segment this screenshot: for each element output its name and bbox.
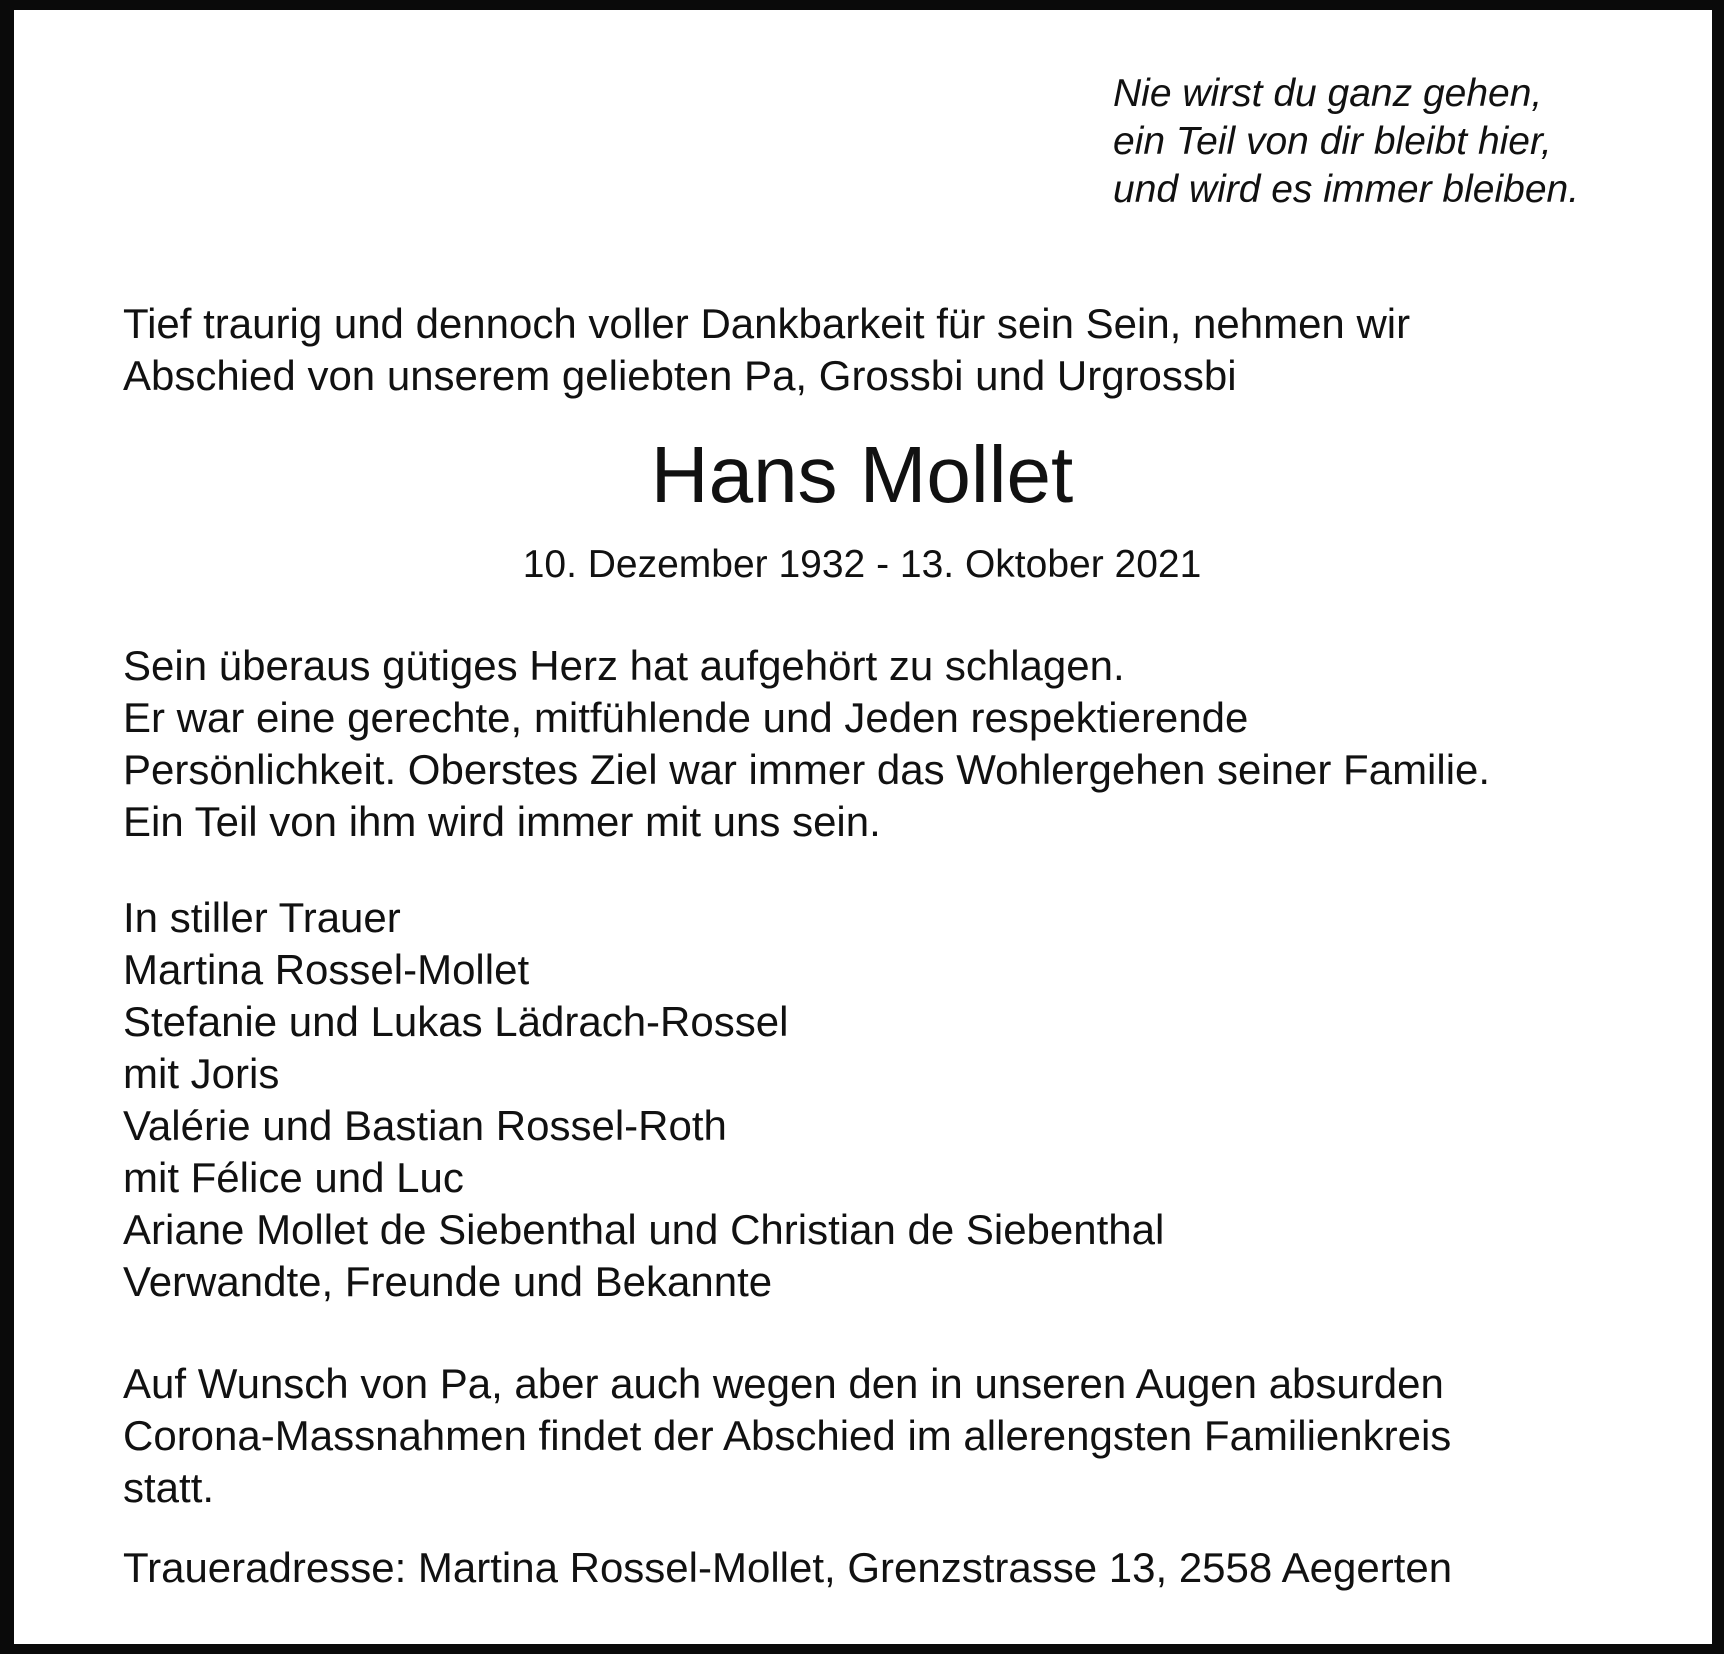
mourner-entry: Verwandte, Freunde und Bekannte xyxy=(123,1258,773,1305)
intro-paragraph xyxy=(123,298,1663,402)
address-line: Traueradresse: Martina Rossel-Mollet, Grenzstrasse 13, 2558 Aegerten xyxy=(123,1544,1453,1591)
life-dates: 10. Dezember 1932 - 13. Oktober 2021 xyxy=(522,543,1202,586)
notice-line: Corona-Massnahmen findet der Abschied im allerengsten Familienkreis xyxy=(123,1412,1452,1459)
farewell-notice xyxy=(123,1358,1663,1514)
tribute-paragraph xyxy=(123,640,1663,848)
mourning-address xyxy=(123,1542,1663,1594)
motto-line: und wird es immer bleiben. xyxy=(1113,168,1580,211)
tribute-line: Sein überaus gütiges Herz hat aufgehört zu schlagen. xyxy=(123,642,1125,689)
intro-line: Abschied von unserem geliebten Pa, Grossbi und Urgrossbi xyxy=(123,352,1237,399)
notice-line: statt. xyxy=(123,1464,215,1511)
mourner-entry: mit Joris xyxy=(123,1050,280,1097)
motto-line: Nie wirst du ganz gehen, xyxy=(1113,72,1543,115)
mourner-entry: Stefanie und Lukas Lädrach-Rossel xyxy=(123,998,789,1045)
mourners-heading: In stiller Trauer xyxy=(123,894,401,941)
tribute-line: Ein Teil von ihm wird immer mit uns sein. xyxy=(123,798,881,845)
tribute-line: Er war eine gerechte, mitfühlende und Jeden respektierende xyxy=(123,694,1249,741)
tribute-line: Persönlichkeit. Oberstes Ziel war immer das Wohlergehen seiner Familie. xyxy=(123,746,1491,793)
mourner-entry: mit Félice und Luc xyxy=(123,1154,464,1201)
mourners-list xyxy=(123,892,1663,1308)
mourner-entry: Martina Rossel-Mollet xyxy=(123,946,530,993)
intro-line: Tief traurig und dennoch voller Dankbarkeit für sein Sein, nehmen wir xyxy=(123,300,1411,347)
notice-line: Auf Wunsch von Pa, aber auch wegen den in unseren Augen absurden xyxy=(123,1360,1444,1407)
mourner-entry: Ariane Mollet de Siebenthal und Christian de Siebenthal xyxy=(123,1206,1165,1253)
mourner-entry: Valérie und Bastian Rossel-Roth xyxy=(123,1102,727,1149)
motto-line: ein Teil von dir bleibt hier, xyxy=(1113,120,1552,163)
motto-quote xyxy=(1113,70,1713,214)
deceased-name: Hans Mollet xyxy=(650,430,1074,519)
